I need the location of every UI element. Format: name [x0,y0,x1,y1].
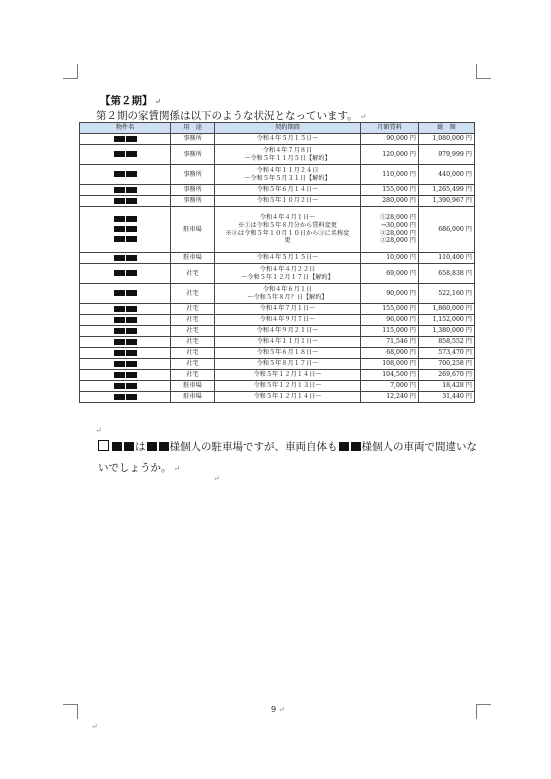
redaction-block [114,187,125,193]
use-cell: 駐車場 [171,253,215,264]
redaction-block [114,350,125,356]
use-cell: 社宅 [171,304,215,315]
redaction-block [114,216,125,222]
period-line: 令和４年５月１５日〜 [256,135,319,143]
use-cell: 社宅 [171,315,215,326]
total-cell: 658,838 円 [419,264,475,284]
table-row [80,284,475,304]
table-row [80,196,475,207]
crop-mark-top-right [476,64,491,79]
paragraph-mark-icon: ↵ [154,96,162,106]
total-cell: 1,152,000 円 [419,315,475,326]
redaction-block [126,306,137,312]
table-header-row [80,123,475,134]
redaction-block [126,290,137,296]
redaction-block [114,383,125,389]
period-cell [215,381,361,392]
redaction-block [114,394,125,400]
period-line: ※②は令和５年１０月１０日から③に名称変 [225,229,350,237]
redaction-block [126,198,137,204]
header-use: 用 途 [171,123,215,134]
rent-cell [361,359,419,370]
rent-line: 155,000 円 [382,305,416,313]
rent-cell [361,207,419,253]
period-line: 令和４年４月２２日 [259,265,316,273]
rent-cell [361,304,419,315]
period-cell [215,145,361,165]
use-cell: 駐車場 [171,207,215,253]
table-row [80,326,475,337]
rent-line: 90,000 円 [386,135,416,143]
property-name-cell [80,392,171,403]
property-name-cell [80,359,171,370]
period-cell [215,370,361,381]
paragraph-mark-icon: ↵ [213,474,220,483]
rent-cell [361,185,419,196]
rent-line: 110,000 円 [382,170,416,178]
table-row [80,348,475,359]
redaction-block [114,226,125,232]
section-heading: 【第２期】 ↵ [100,95,162,107]
property-name-cell [80,207,171,253]
table-row [80,304,475,315]
use-cell: 社宅 [171,284,215,304]
table-row [80,253,475,264]
use-cell: 事務所 [171,145,215,165]
crop-mark-top-left [63,64,78,79]
redaction-block [114,317,125,323]
redaction-block [126,226,137,232]
use-cell: 事務所 [171,185,215,196]
redaction-block [114,270,125,276]
total-cell: 686,000 円 [419,207,475,253]
redaction-block [114,339,125,345]
redaction-block [126,236,137,242]
redaction-block [147,442,157,451]
rent-line: 69,000 円 [386,269,416,277]
period-cell [215,207,361,253]
period-line: 令和４年１１月１日〜 [256,338,319,346]
rent-cell [361,165,419,185]
redaction-block [114,136,125,142]
rent-line: 155,000 円 [382,186,416,194]
period-line: 令和４年９月２１日〜 [256,327,319,335]
property-name-cell [80,264,171,284]
table-row [80,359,475,370]
use-cell: 事務所 [171,134,215,145]
rent-cell [361,134,419,145]
rent-line: 71,546 円 [386,338,416,346]
rent-line: ①28,000 円 [380,214,416,221]
redaction-block [114,171,125,177]
period-cell [215,337,361,348]
rent-line: ②28,000 円 [380,229,416,237]
crop-mark-bottom-left [63,704,78,719]
rent-line: 12,240 円 [386,393,416,401]
table-row [80,337,475,348]
rent-line: 68,000 円 [386,349,416,357]
redaction-block [126,216,137,222]
table-row [80,315,475,326]
rent-line: 115,000 円 [382,327,416,335]
property-name-cell [80,253,171,264]
total-cell: 440,000 円 [419,165,475,185]
redaction-block [126,187,137,193]
period-line: 〜令和５年１１月５日【解約】 [244,154,331,162]
total-cell: 1,080,000 円 [419,134,475,145]
redaction-block [339,442,349,451]
rent-line: 10,000 円 [386,254,416,262]
use-cell: 事務所 [171,165,215,185]
total-cell: 269,670 円 [419,370,475,381]
use-cell: 社宅 [171,370,215,381]
redaction-block [114,306,125,312]
rent-table [79,122,475,403]
property-name-cell [80,304,171,315]
checkbox-square-icon [98,440,109,451]
rent-line: 90,000 円 [386,289,416,297]
property-name-cell [80,145,171,165]
redaction-block [114,198,125,204]
use-cell: 社宅 [171,359,215,370]
period-line: 〜令和５年５月３１日【解約】 [244,174,331,182]
use-cell: 社宅 [171,348,215,359]
period-line: 〜令和５年８月？日【解約】 [247,293,328,301]
property-name-cell [80,284,171,304]
period-cell [215,264,361,284]
period-line: 令和４年７月８日 [262,146,313,154]
redaction-block [126,151,137,157]
rent-line: 7,000 円 [390,382,416,390]
table-row [80,392,475,403]
total-cell: 1,380,000 円 [419,326,475,337]
header-total: 総 額 [419,123,475,134]
total-cell: 573,470 円 [419,348,475,359]
use-cell: 社宅 [171,264,215,284]
property-name-cell [80,348,171,359]
use-cell: 社宅 [171,337,215,348]
property-name-cell [80,315,171,326]
redaction-block [126,328,137,334]
period-cell [215,185,361,196]
redaction-block [124,442,134,451]
period-line: 令和４年７月１日〜 [259,305,316,313]
total-cell: 979,999 円 [419,145,475,165]
table-row [80,264,475,284]
use-cell: 社宅 [171,326,215,337]
total-cell: 700,258 円 [419,359,475,370]
period-line: 令和４年４月１日〜 [259,214,316,221]
period-line: 令和５年８月１７日〜 [256,360,319,368]
redaction-block [126,350,137,356]
property-name-cell [80,185,171,196]
use-cell: 事務所 [171,196,215,207]
header-rent: 月額賃料 [361,123,419,134]
rent-line: ③28,000 円 [380,237,416,245]
rent-line: 104,500 円 [382,371,416,379]
redaction-block [126,136,137,142]
redaction-block [126,171,137,177]
rent-line: 280,000 円 [382,197,416,205]
paragraph-mark-icon: ↵ [173,464,181,473]
rent-cell [361,392,419,403]
total-cell: 110,400 円 [419,253,475,264]
paragraph-mark-icon: ↵ [359,112,367,121]
rent-cell [361,145,419,165]
period-line: 〜令和５年１２月１７日【解約】 [241,273,334,281]
period-line: ※①は令和５年８月分から賃料変更 [238,221,337,229]
period-cell [215,304,361,315]
rent-cell [361,196,419,207]
redaction-block [114,372,125,378]
redaction-block [126,394,137,400]
redaction-block [114,255,125,261]
period-cell [215,359,361,370]
redaction-block [159,442,169,451]
period-line: 令和５年６月１８日〜 [256,349,319,357]
redaction-block [126,317,137,323]
rent-cell [361,315,419,326]
page-number: 9 ↵ [271,705,285,714]
redaction-block [114,151,125,157]
rent-line: 120,000 円 [382,150,416,158]
crop-mark-bottom-right [476,704,491,719]
table-body [80,134,475,403]
redaction-block [114,361,125,367]
use-cell: 駐車場 [171,381,215,392]
period-line: 令和５年１２月１４日〜 [253,393,322,401]
total-cell: 522,160 円 [419,284,475,304]
period-cell [215,348,361,359]
rent-cell [361,284,419,304]
rent-cell [361,348,419,359]
table-row [80,134,475,145]
period-cell [215,196,361,207]
period-cell [215,326,361,337]
total-cell: 858,552 円 [419,337,475,348]
table-row [80,370,475,381]
property-name-cell [80,381,171,392]
paragraph-mark-icon: ↵ [91,722,98,731]
redaction-block [126,372,137,378]
period-cell [215,134,361,145]
use-cell: 駐車場 [171,392,215,403]
total-cell: 31,440 円 [419,392,475,403]
period-cell [215,253,361,264]
header-property: 物件名 [80,123,171,134]
total-cell: 1,860,000 円 [419,304,475,315]
table-row [80,185,475,196]
intro-paragraph: 第２期の家賃関係は以下のような状況となっています。 ↵ [96,110,367,122]
total-cell: 1,265,499 円 [419,185,475,196]
redaction-block [351,442,361,451]
rent-cell [361,253,419,264]
total-cell: 1,390,967 円 [419,196,475,207]
header-period: 契約期間 [215,123,361,134]
period-line: 令和５年１０月２日〜 [256,197,319,205]
redaction-block [126,383,137,389]
rent-line: →30,000 円 [381,221,416,229]
period-line: 令和４年１１月２４日 [256,166,319,174]
redaction-block [114,328,125,334]
rent-cell [361,337,419,348]
rent-line: 96,000 円 [386,316,416,324]
period-line: 更 [284,237,291,245]
table-row [80,145,475,165]
period-cell [215,165,361,185]
period-line: 令和４年６月１日 [262,285,313,293]
redaction-block [126,361,137,367]
rent-line: 108,000 円 [382,360,416,368]
redaction-block [126,270,137,276]
period-line: 令和４年５月１５日〜 [256,254,319,262]
period-line: 令和５年１２月１３日〜 [253,382,322,390]
redaction-block [112,442,122,451]
period-line: 令和５年６月１４日〜 [256,186,319,194]
period-line: 令和５年１２月１４日〜 [253,371,322,379]
redaction-block [126,255,137,261]
redaction-block [114,236,125,242]
property-name-cell [80,326,171,337]
question-paragraph: は 様個人の駐車場ですが、車両自体も 様個人の車両で間違いないでしょうか。 ↵ [98,441,477,474]
total-cell: 18,428 円 [419,381,475,392]
property-name-cell [80,337,171,348]
rent-cell [361,381,419,392]
table-row [80,207,475,253]
rent-cell [361,370,419,381]
redaction-block [114,290,125,296]
table-row [80,381,475,392]
property-name-cell [80,165,171,185]
period-cell [215,392,361,403]
property-name-cell [80,134,171,145]
period-cell [215,315,361,326]
rent-cell [361,264,419,284]
redaction-block [126,339,137,345]
period-cell [215,284,361,304]
property-name-cell [80,370,171,381]
rent-cell [361,326,419,337]
property-name-cell [80,196,171,207]
table-row [80,165,475,185]
paragraph-mark-icon: ↵ [95,426,102,435]
period-line: 令和４年９月７日〜 [259,316,316,324]
